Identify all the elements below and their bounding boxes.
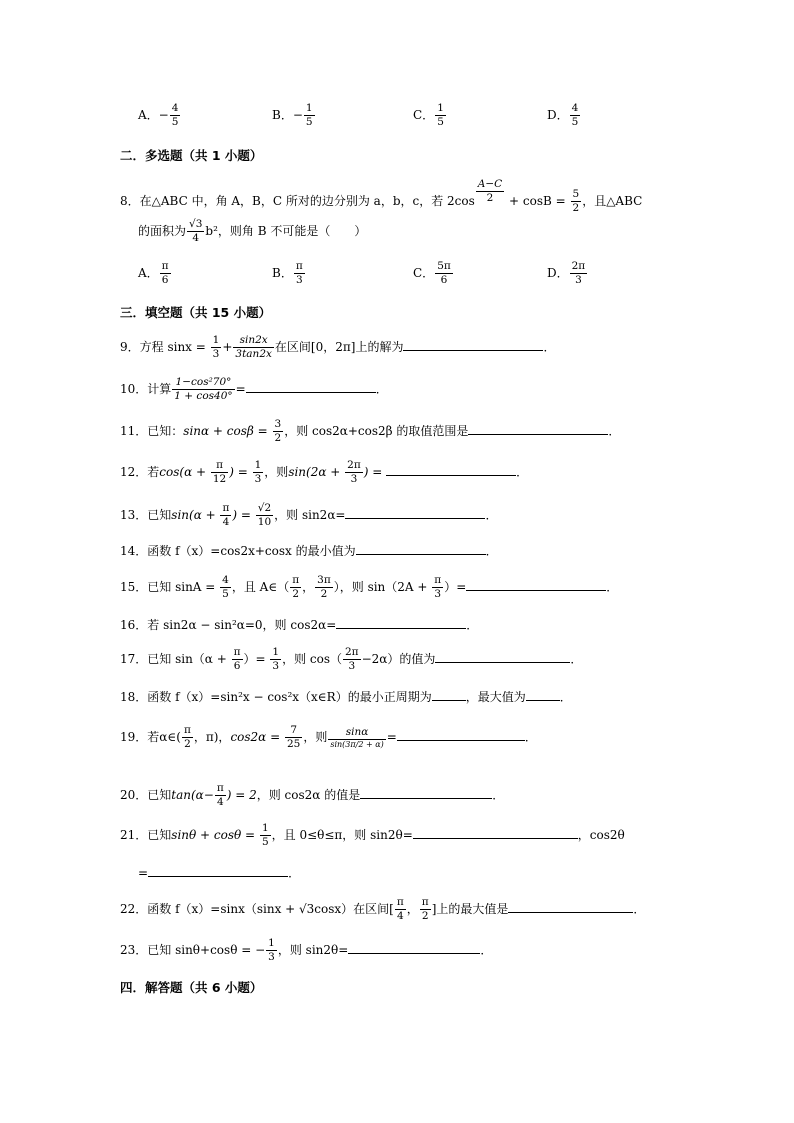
- fraction: $\frac{\pi}{6}$: [161, 260, 169, 286]
- answer-blank: [356, 542, 486, 555]
- fraction: $\frac{1}{3}$: [268, 937, 275, 963]
- answer-blank: [360, 786, 492, 799]
- fraction: $\frac{1}{5}$: [305, 102, 313, 128]
- question-17: 17．已知 sin（α + $\frac{\pi}{6}$ ）= $\frac{1}{3}$ ，则 cos（ $\frac{2\pi}{3}$ −2α）的值为 ．: [120, 646, 583, 672]
- fraction: $\frac{5}{2}$: [572, 188, 580, 214]
- answer-blank: [432, 688, 466, 701]
- answer-blank: [413, 826, 578, 839]
- question-14: 14．函数 f（x）=cos2x+cosx 的最小值为 ．: [120, 544, 498, 558]
- answer-blank: [397, 728, 525, 741]
- fraction: $\frac{\pi}{4}$: [396, 896, 404, 922]
- q7-option-d: D． $\frac{4}{5}$: [547, 102, 579, 128]
- fraction: $\frac{1}{3}$: [272, 646, 280, 672]
- fraction: $\frac{A-C}{2}$: [477, 178, 503, 204]
- answer-blank: [526, 688, 560, 701]
- answer-blank: [468, 422, 608, 435]
- question-22: 22．函数 f（x）=sinx（sinx + √3cosx）在区间[ $\frac{\pi}{4}$ ， $\frac{\pi}{2}$ ]上的最大值是 ．: [120, 896, 646, 922]
- q8-option-d: D． $\frac{2\pi}{3}$: [547, 260, 586, 286]
- question-23: 23．已知 sinθ+cosθ = − $\frac{1}{3}$ ，则 sin2θ= ．: [120, 937, 493, 963]
- question-13: 13．已知sin(α + $\frac{\pi}{4}$ ) = $\frac{√2}{10}$ ，则 sin2α= ．: [120, 502, 498, 528]
- fraction: $\frac{√3}{4}$: [189, 218, 203, 244]
- question-20: 20．已知tan(α− $\frac{\pi}{4}$ ) = 2，则 cos2α 的值是 ．: [120, 782, 505, 808]
- fraction: $\frac{4}{5}$: [571, 102, 579, 128]
- fraction: $\frac{3}{2}$: [274, 418, 282, 444]
- section-heading-fill-blank: 三．填空题（共 15 小题）: [120, 305, 272, 320]
- answer-blank: [345, 506, 485, 519]
- q8-option-c: C． $\frac{5\pi}{6}$: [413, 260, 451, 286]
- q8-option-a: A． $\frac{\pi}{6}$: [138, 260, 169, 286]
- fraction: $\frac{1}{3}$: [254, 459, 262, 485]
- answer-blank: [348, 941, 480, 954]
- answer-blank: [148, 864, 288, 877]
- fraction: $\frac{\text{1−cos²70°}}{1 + \cos 40^\circ}$: [174, 376, 233, 402]
- fraction: $\frac{7}{25}$: [286, 724, 301, 750]
- fraction: $\frac{1}{5}$: [261, 822, 269, 848]
- fraction: $\frac{1}{5}$: [437, 102, 444, 128]
- fraction: $\frac{\pi}{2}$: [421, 896, 429, 922]
- fraction: $\frac{\sin 2x}{3\tan 2x}$: [235, 334, 272, 360]
- q8-option-b: B． $\frac{\pi}{3}$: [272, 260, 303, 286]
- question-8-line-2: 的面积为 $\frac{√3}{4}$ b²，则角 B 不可能是（ ）: [138, 218, 367, 244]
- answer-blank: [466, 578, 606, 591]
- fraction: $\frac{4}{5}$: [222, 574, 229, 600]
- fraction: $\frac{\pi}{3}$: [295, 260, 303, 286]
- question-11: 11．已知：sinα + cosβ = $\frac{3}{2}$ ，则 cos2α+cos2β 的取值范围是 ．: [120, 418, 621, 444]
- question-18: 18．函数 f（x）=sin²x − cos²x（x∈R）的最小正周期为 ，最大值为 ．: [120, 690, 572, 704]
- answer-blank: [246, 380, 376, 393]
- fraction: $\frac{2\pi}{3}$: [347, 459, 361, 485]
- question-12: 12．若cos(α + $\frac{\pi}{12}$ ) = $\frac{1}{3}$ ，则sin(2α + $\frac{2\pi}{3}$ ) = ．: [120, 459, 529, 485]
- fraction: $\frac{4}{5}$: [171, 102, 179, 128]
- question-21-line-2: = ．: [138, 866, 301, 880]
- fraction: $\frac{\pi}{12}$: [212, 459, 227, 485]
- fraction: $\frac{5\pi}{6}$: [437, 260, 451, 286]
- question-9: 9．方程 sinx = $\frac{1}{3}$ + $\frac{\sin 2x}{3\tan 2x}$ 在区间[0，2π]上的解为 ．: [120, 334, 556, 360]
- question-21-line-1: 21．已知sinθ + cosθ = $\frac{1}{5}$ ，且 0≤θ≤π，则 sin2θ= ，cos2θ: [120, 822, 625, 848]
- fraction: $\frac{3\pi}{2}$: [317, 574, 331, 600]
- fraction: $\frac{2\pi}{3}$: [345, 646, 359, 672]
- answer-blank: [403, 338, 543, 351]
- fraction: $\frac{1}{3}$: [212, 334, 220, 360]
- question-15: 15．已知 sinA = $\frac{4}{5}$ ，且 A∈（ $\frac{\pi}{2}$ ， $\frac{3\pi}{2}$ ），则 sin（2A + $\frac{\pi}{3}$ ）= ．: [120, 574, 619, 600]
- answer-blank: [508, 900, 633, 913]
- fraction: $\frac{\pi}{4}$: [222, 502, 230, 528]
- fraction: $\frac{\pi}{6}$: [233, 646, 241, 672]
- question-8-line-1: 8．在△ABC 中，角 A，B，C 所对的边分别为 a，b，c，若 2cos $\frac{A-C}{2}$ + cosB = $\frac{5}{2}$ ，且△ABC: [120, 178, 643, 214]
- answer-blank: [386, 463, 516, 476]
- q7-option-a: A．− $\frac{4}{5}$: [138, 102, 179, 128]
- question-19: 19．若α∈( $\frac{\pi}{2}$ ，π)，cos2α = $\frac{7}{25}$ ，则 $\frac{\sin\alpha}{\sin(3\pi/2 + \alpha)}$ = ．: [120, 724, 537, 750]
- fraction: $\frac{\pi}{2}$: [292, 574, 300, 600]
- fraction: $\frac{\pi}{3}$: [434, 574, 442, 600]
- q7-option-b: B．− $\frac{1}{5}$: [272, 102, 313, 128]
- fraction: $\frac{\sin\alpha}{\sin(3\pi/2 + \alpha)}$: [330, 726, 384, 749]
- fraction: $\frac{2\pi}{3}$: [571, 260, 586, 286]
- q7-option-c: C． $\frac{1}{5}$: [413, 102, 444, 128]
- fraction: $\frac{\pi}{4}$: [216, 782, 224, 808]
- fraction: $\frac{\pi}{2}$: [183, 724, 191, 750]
- section-heading-solutions: 四．解答题（共 6 小题）: [120, 980, 263, 995]
- question-16: 16．若 sin2α − sin²α=0，则 cos2α= ．: [120, 618, 479, 632]
- section-heading-multiple-choice: 二．多选题（共 1 小题）: [120, 148, 263, 163]
- fraction: $\frac{√2}{10}$: [257, 502, 272, 528]
- question-10: 10．计算 $\frac{\text{1−cos²70°}}{1 + \cos 40^\circ}$ = ．: [120, 376, 388, 402]
- answer-blank: [435, 650, 570, 663]
- answer-blank: [336, 616, 466, 629]
